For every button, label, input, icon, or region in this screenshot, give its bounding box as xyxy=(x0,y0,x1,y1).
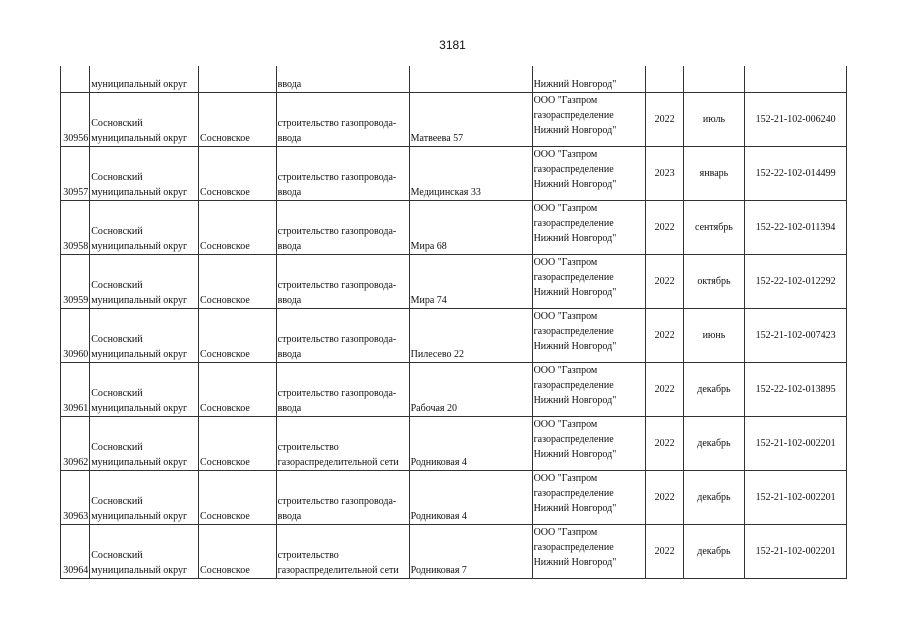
month-cell xyxy=(683,93,744,147)
organization-cell xyxy=(532,147,646,201)
code-text: 152-22-102-014499 xyxy=(755,168,836,179)
district-line-1: Сосновский xyxy=(91,496,143,507)
year-text: 2022 xyxy=(654,546,675,557)
month-text: октябрь xyxy=(697,276,731,287)
year-text: 2022 xyxy=(654,276,675,287)
work-line-1: строительство газопровода- xyxy=(277,496,397,507)
month-cell xyxy=(683,147,744,201)
year-text: 2023 xyxy=(654,168,675,179)
month-text: декабрь xyxy=(697,492,731,503)
settlement-cell xyxy=(199,471,277,525)
org-line-1: ООО "Газпром xyxy=(533,527,598,538)
month-cell xyxy=(683,417,744,471)
year-cell xyxy=(646,255,683,309)
code-cell xyxy=(745,147,847,201)
code-text: 152-21-102-002201 xyxy=(755,546,836,557)
row-number: 30959 xyxy=(63,295,89,306)
month-cell xyxy=(683,66,744,93)
row-number: 30956 xyxy=(63,133,89,144)
year-text: 2022 xyxy=(654,114,675,125)
address-text: Мира 74 xyxy=(410,295,447,306)
org-line-3: Нижний Новгород" xyxy=(533,125,617,136)
row-number: 30957 xyxy=(63,187,89,198)
work-cell xyxy=(276,147,409,201)
district-cell xyxy=(90,255,199,309)
work-line-2: ввода xyxy=(277,403,302,414)
work-line-1: строительство газопровода- xyxy=(277,226,397,237)
district-cell xyxy=(90,525,199,579)
org-line-2: газораспределение xyxy=(533,488,614,499)
work-line-2: ввода xyxy=(277,295,302,306)
row-number-cell xyxy=(61,525,90,579)
district-cell xyxy=(90,309,199,363)
address-text: Мира 68 xyxy=(410,241,447,252)
org-line-2: газораспределение xyxy=(533,164,614,175)
district-line-1: Сосновский xyxy=(91,172,143,183)
org-line-3: Нижний Новгород" xyxy=(533,395,617,406)
code-text: 152-21-102-002201 xyxy=(755,492,836,503)
org-line-1: ООО "Газпром xyxy=(533,257,598,268)
organization-cell xyxy=(532,255,646,309)
address-text: Родниковая 4 xyxy=(410,511,467,522)
org-line-1: ООО "Газпром xyxy=(533,365,598,376)
settlement-cell xyxy=(199,309,277,363)
org-line-1: ООО "Газпром xyxy=(533,473,598,484)
district-line-1: Сосновский xyxy=(91,334,143,345)
work-cell xyxy=(276,363,409,417)
district-line-1: Сосновский xyxy=(91,226,143,237)
year-cell xyxy=(646,66,683,93)
address-cell xyxy=(409,201,532,255)
district-cell xyxy=(90,363,199,417)
gasification-table xyxy=(60,66,847,579)
org-line-2: газораспределение xyxy=(533,434,614,445)
work-line-2: ввода xyxy=(277,133,302,144)
code-cell xyxy=(745,201,847,255)
month-text: декабрь xyxy=(697,384,731,395)
code-cell xyxy=(745,525,847,579)
org-line-1: ООО "Газпром xyxy=(533,203,598,214)
month-text: сентябрь xyxy=(695,222,733,233)
settlement-cell xyxy=(199,255,277,309)
work-line-2: газораспределительной сети xyxy=(277,457,399,468)
address-text: Матвеева 57 xyxy=(410,133,464,144)
organization-cell xyxy=(532,309,646,363)
org-line-3: Нижний Новгород" xyxy=(533,233,617,244)
page-number: 3181 xyxy=(439,38,466,52)
address-text: Медицинская 33 xyxy=(410,187,481,198)
year-cell xyxy=(646,525,683,579)
work-line-1: строительство xyxy=(277,550,339,561)
settlement-cell xyxy=(199,93,277,147)
year-cell xyxy=(646,93,683,147)
district-cell xyxy=(90,93,199,147)
work-line-2: ввода xyxy=(277,511,302,522)
settlement-cell xyxy=(199,525,277,579)
settlement-cell xyxy=(199,417,277,471)
address-cell xyxy=(409,255,532,309)
district-line-2: муниципальный округ xyxy=(91,241,188,252)
district-line-2: муниципальный округ xyxy=(91,565,188,576)
work-cell: ввода xyxy=(276,66,409,93)
org-line-3: Нижний Новгород" xyxy=(533,341,617,352)
row-number-cell xyxy=(61,471,90,525)
work-cell xyxy=(276,471,409,525)
work-line-1: строительство газопровода- xyxy=(277,280,397,291)
table-row xyxy=(61,255,847,309)
settlement-text: Сосновское xyxy=(200,295,250,306)
code-text: 152-22-102-013895 xyxy=(755,384,836,395)
org-line-2: газораспределение xyxy=(533,326,614,337)
district-cell xyxy=(90,471,199,525)
district-line-2: муниципальный округ xyxy=(91,403,188,414)
org-line-1: ООО "Газпром xyxy=(533,419,598,430)
month-cell xyxy=(683,309,744,363)
organization-cell: Нижний Новгород" xyxy=(532,66,646,93)
district-line-2: муниципальный округ xyxy=(91,511,188,522)
work-line-2: газораспределительной сети xyxy=(277,565,399,576)
year-cell xyxy=(646,471,683,525)
row-number: 30958 xyxy=(63,241,89,252)
address-text: Рабочая 20 xyxy=(410,403,458,414)
year-text: 2022 xyxy=(654,492,675,503)
org-line-2: газораспределение xyxy=(533,542,614,553)
row-number: 30961 xyxy=(63,403,89,414)
settlement-cell xyxy=(199,147,277,201)
district-line-2: муниципальный округ xyxy=(91,133,188,144)
year-text: 2022 xyxy=(654,330,675,341)
address-cell xyxy=(409,66,532,93)
table-row xyxy=(61,201,847,255)
organization-cell xyxy=(532,363,646,417)
work-line-1: строительство газопровода- xyxy=(277,118,397,129)
settlement-cell xyxy=(199,66,277,93)
org-line-3: Нижний Новгород" xyxy=(533,449,617,460)
settlement-text: Сосновское xyxy=(200,403,250,414)
district-cell xyxy=(90,417,199,471)
district-line-1: Сосновский xyxy=(91,442,143,453)
month-text: декабрь xyxy=(697,546,731,557)
org-line-2: газораспределение xyxy=(533,218,614,229)
row-number-cell xyxy=(61,417,90,471)
address-cell xyxy=(409,417,532,471)
table-row xyxy=(61,93,847,147)
address-text: Пилесево 22 xyxy=(410,349,465,360)
settlement-text: Сосновское xyxy=(200,511,250,522)
org-line-3: Нижний Новгород" xyxy=(533,503,617,514)
year-text: 2022 xyxy=(654,384,675,395)
organization-cell xyxy=(532,93,646,147)
code-cell xyxy=(745,471,847,525)
code-text: 152-21-102-002201 xyxy=(755,438,836,449)
settlement-text: Сосновское xyxy=(200,241,250,252)
code-text: 152-22-102-011394 xyxy=(755,222,836,233)
month-cell xyxy=(683,525,744,579)
work-line-2: ввода xyxy=(277,349,302,360)
org-line-1: ООО "Газпром xyxy=(533,311,598,322)
org-line-2: газораспределение xyxy=(533,110,614,121)
row-number-cell xyxy=(61,201,90,255)
month-cell xyxy=(683,471,744,525)
organization-cell xyxy=(532,471,646,525)
settlement-text: Сосновское xyxy=(200,565,250,576)
address-cell xyxy=(409,147,532,201)
organization-cell xyxy=(532,417,646,471)
row-number: 30963 xyxy=(63,511,89,522)
year-cell xyxy=(646,363,683,417)
address-cell xyxy=(409,363,532,417)
district-cell: муниципальный округ xyxy=(90,66,199,93)
org-line-3: Нижний Новгород" xyxy=(533,179,617,190)
address-cell xyxy=(409,93,532,147)
code-text: 152-21-102-007423 xyxy=(755,330,836,341)
address-text: Родниковая 4 xyxy=(410,457,467,468)
work-cell xyxy=(276,93,409,147)
table-body xyxy=(61,66,847,579)
settlement-text: Сосновское xyxy=(200,133,250,144)
row-number-cell xyxy=(61,255,90,309)
settlement-text: Сосновское xyxy=(200,187,250,198)
code-cell xyxy=(745,255,847,309)
code-cell xyxy=(745,417,847,471)
work-line-1: строительство xyxy=(277,442,339,453)
settlement-cell xyxy=(199,363,277,417)
table-row-partial xyxy=(61,66,847,93)
month-cell xyxy=(683,201,744,255)
work-line-2: ввода xyxy=(277,187,302,198)
code-cell xyxy=(745,309,847,363)
code-cell xyxy=(745,66,847,93)
row-number-cell xyxy=(61,309,90,363)
month-text: январь xyxy=(699,168,729,179)
district-line-1: Сосновский xyxy=(91,388,143,399)
row-number-cell xyxy=(61,363,90,417)
district-line-1: Сосновский xyxy=(91,118,143,129)
month-cell xyxy=(683,255,744,309)
row-number: 30964 xyxy=(63,565,89,576)
district-cell xyxy=(90,147,199,201)
year-cell xyxy=(646,417,683,471)
year-cell xyxy=(646,309,683,363)
address-text: Родниковая 7 xyxy=(410,565,467,576)
row-number-cell xyxy=(61,66,90,93)
work-cell xyxy=(276,309,409,363)
work-line-1: строительство газопровода- xyxy=(277,172,397,183)
district-line-2: муниципальный округ xyxy=(91,187,188,198)
address-cell xyxy=(409,309,532,363)
code-cell xyxy=(745,93,847,147)
row-number-cell xyxy=(61,147,90,201)
org-line-1: ООО "Газпром xyxy=(533,95,598,106)
year-cell xyxy=(646,201,683,255)
settlement-text: Сосновское xyxy=(200,457,250,468)
organization-cell xyxy=(532,525,646,579)
code-text: 152-22-102-012292 xyxy=(755,276,836,287)
table-row xyxy=(61,417,847,471)
year-text: 2022 xyxy=(654,438,675,449)
year-text: 2022 xyxy=(654,222,675,233)
month-cell xyxy=(683,363,744,417)
district-line-2: муниципальный округ xyxy=(91,349,188,360)
year-cell xyxy=(646,147,683,201)
org-line-1: ООО "Газпром xyxy=(533,149,598,160)
address-cell xyxy=(409,471,532,525)
work-cell xyxy=(276,525,409,579)
org-line-3: Нижний Новгород" xyxy=(533,287,617,298)
table-row xyxy=(61,147,847,201)
work-cell xyxy=(276,417,409,471)
work-cell xyxy=(276,255,409,309)
org-line-3: Нижний Новгород" xyxy=(533,557,617,568)
work-cell xyxy=(276,201,409,255)
organization-cell xyxy=(532,201,646,255)
table-row xyxy=(61,471,847,525)
address-cell xyxy=(409,525,532,579)
code-cell xyxy=(745,363,847,417)
org-line-2: газораспределение xyxy=(533,380,614,391)
code-text: 152-21-102-006240 xyxy=(755,114,836,125)
district-line-1: Сосновский xyxy=(91,550,143,561)
district-line-1: Сосновский xyxy=(91,280,143,291)
district-line-2: муниципальный округ xyxy=(91,457,188,468)
row-number: 30962 xyxy=(63,457,89,468)
row-number: 30960 xyxy=(63,349,89,360)
table-row xyxy=(61,363,847,417)
work-line-1: строительство газопровода- xyxy=(277,388,397,399)
row-number-cell xyxy=(61,93,90,147)
month-text: декабрь xyxy=(697,438,731,449)
month-text: июль xyxy=(702,114,725,125)
settlement-cell xyxy=(199,201,277,255)
month-text: июнь xyxy=(702,330,726,341)
org-line-2: газораспределение xyxy=(533,272,614,283)
table-row xyxy=(61,525,847,579)
work-line-2: ввода xyxy=(277,241,302,252)
table-row xyxy=(61,309,847,363)
work-line-1: строительство газопровода- xyxy=(277,334,397,345)
district-line-2: муниципальный округ xyxy=(91,295,188,306)
settlement-text: Сосновское xyxy=(200,349,250,360)
district-cell xyxy=(90,201,199,255)
